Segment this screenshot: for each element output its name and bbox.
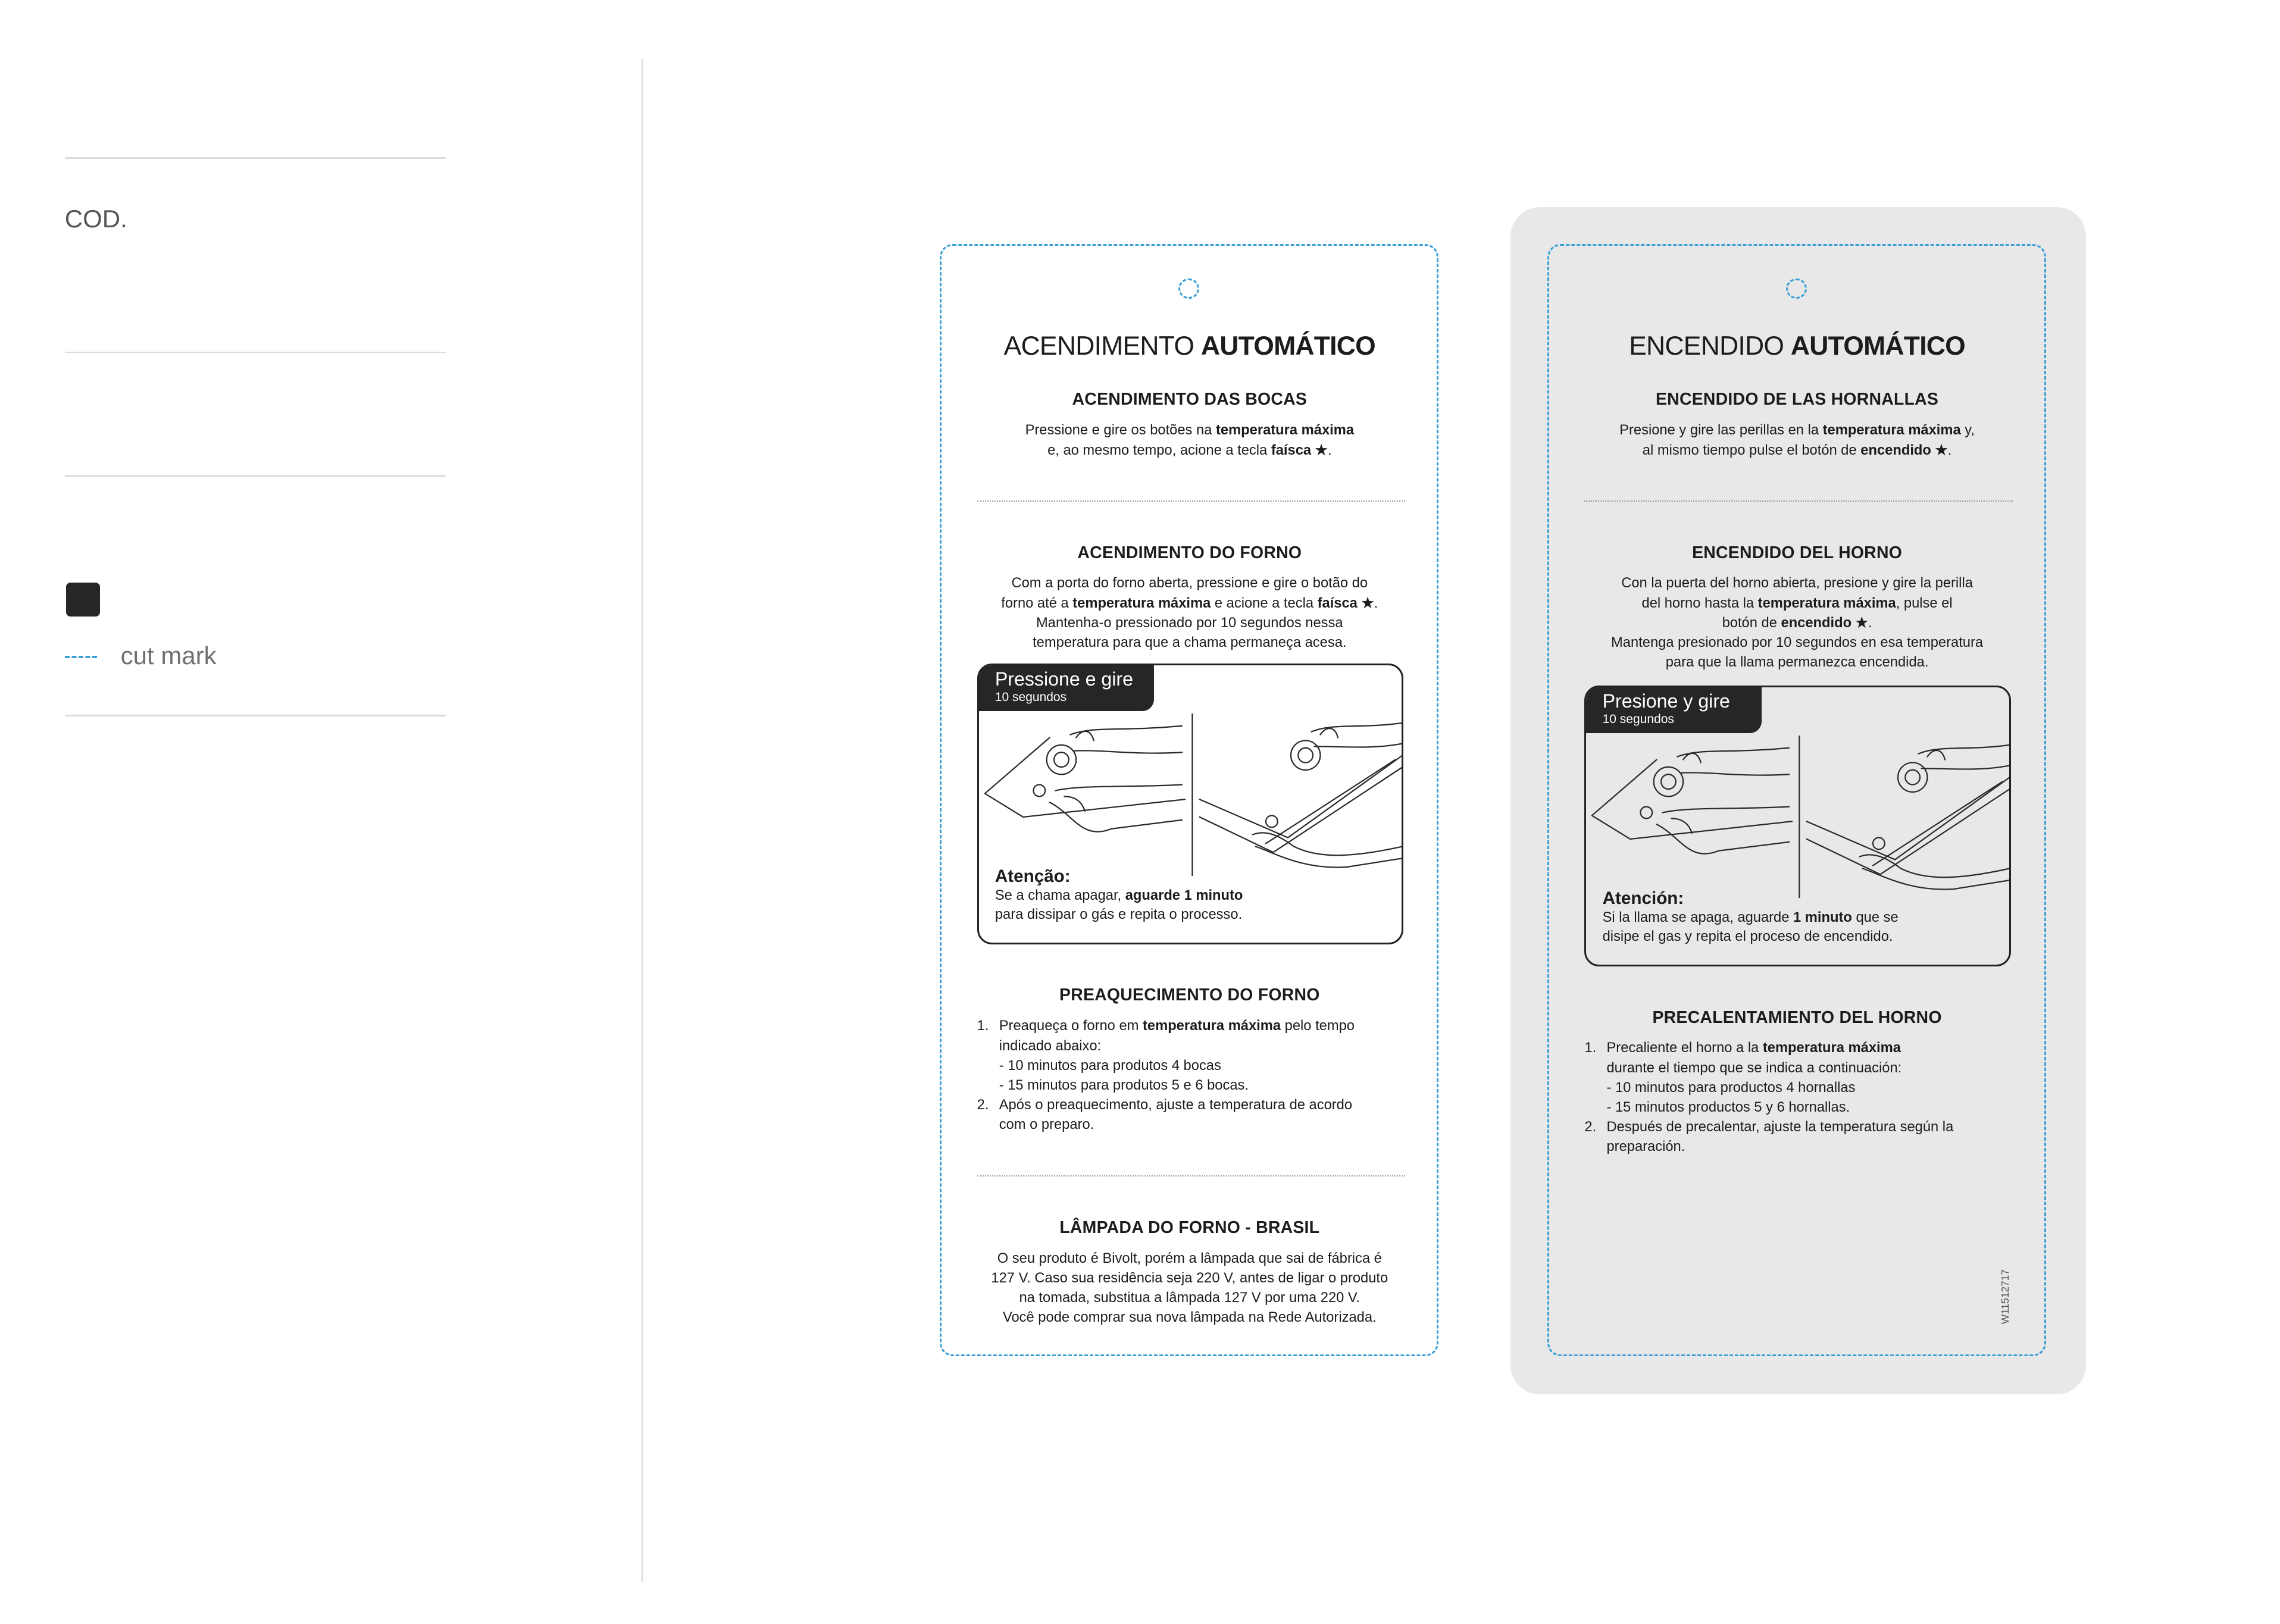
color-swatch xyxy=(66,583,100,617)
press-and-turn-illustration xyxy=(979,711,1404,876)
section-separator xyxy=(1584,500,2012,502)
preheat-list: 1. Precaliente el horno a la temperatura máxima durante el tiempo que se indica a continuación: - 10 minutos para productos 4 hornallas - 15 minutos productos 5 y 6 hornallas. 2. Después de precalentar, ajuste la temperatura según la preparación. xyxy=(1584,1038,2012,1157)
instruction-box-title: Pressione e gire xyxy=(994,668,1133,690)
instruction-box-tab xyxy=(979,665,1154,711)
list-item: 1. Precaliente el horno a la temperatura máxima xyxy=(1584,1040,1901,1056)
sidebar-divider-3 xyxy=(65,475,446,476)
sidebar-divider-4 xyxy=(65,715,446,716)
section-heading-lampada: LÂMPADA DO FORNO - BRASIL xyxy=(1059,1218,1320,1237)
instruction-box-subtitle: 10 segundos xyxy=(1602,712,1674,727)
instruction-box-subtitle: 10 segundos xyxy=(994,690,1067,705)
list-item: 1. Preaqueça o forno em temperatura máxima pelo tempo xyxy=(977,1018,1355,1034)
hang-hole-cut-mark xyxy=(1178,279,1199,299)
section-text-forno: Com a porta do forno aberta, pressione e gire o botão do forno até a temperatura máxima e acione a tecla faísca ★. Mantenha-o pressionado por 10 segundos nessa temperatura para que a chama permaneça acesa. xyxy=(1001,575,1378,650)
list-item: 2. Após o preaquecimento, ajuste a temperatura de acordo xyxy=(977,1097,1353,1113)
instruction-box xyxy=(977,664,1404,944)
cod-label: COD. xyxy=(64,204,127,233)
sidebar-divider-2 xyxy=(65,352,446,353)
hang-hole-cut-mark xyxy=(1786,279,1807,299)
preheat-list: 1. Preaqueça o forno em temperatura máxima pelo tempo indicado abaixo: - 10 minutos para produtos 4 bocas - 15 minutos para produtos 5 e 6 bocas. 2. Após o preaquecimento, ajuste a temperatura de acordo com o preparo. xyxy=(977,1016,1405,1135)
attention-note: Atención: Si la llama se apaga, aguarde 1 minuto que se disipe el gas y repita el proceso de encendido. xyxy=(1602,888,1899,945)
section-heading-precalentamiento: PRECALENTAMIENTO DEL HORNO xyxy=(1652,1007,1942,1027)
cut-mark-legend-label: cut mark xyxy=(120,641,217,669)
section-text-hornallas: Presione y gire las perillas en la temperatura máxima y, al mismo tiempo pulse el botón de encendido ★. xyxy=(1619,423,1975,458)
instruction-box xyxy=(1584,686,2011,966)
section-heading-hornallas: ENCENDIDO DE LAS HORNALLAS xyxy=(1655,390,1939,409)
section-text-horno: Con la puerta del horno abierta, presione y gire la perilla del horno hasta la temperatura máxima, pulse el botón de encendido ★. Mantenga presionado por 10 segundos en esa temperatura para que la llama permanezca encendida. xyxy=(1611,575,1984,670)
section-separator xyxy=(977,500,1405,502)
card-title: ACENDIMENTO AUTOMÁTICO xyxy=(1003,331,1375,361)
cut-mark-legend-line xyxy=(65,656,97,658)
list-item: 2. Después de precalentar, ajuste la temperatura según la xyxy=(1584,1119,1954,1135)
section-heading-preaquecimento: PREAQUECIMENTO DO FORNO xyxy=(1059,985,1320,1005)
card-spanish xyxy=(1547,244,2046,1356)
section-heading-bocas: ACENDIMENTO DAS BOCAS xyxy=(1072,390,1308,409)
card-title: ENCENDIDO AUTOMÁTICO xyxy=(1629,331,1966,361)
section-separator xyxy=(977,1175,1405,1176)
card-portuguese xyxy=(940,244,1438,1356)
section-heading-horno: ENCENDIDO DEL HORNO xyxy=(1692,543,1903,562)
press-and-turn-illustration xyxy=(1586,733,2011,898)
section-text-bocas: Pressione e gire os botões na temperatura máxima e, ao mesmo tempo, acione a tecla faísca ★. xyxy=(1025,423,1355,458)
section-text-lampada: O seu produto é Bivolt, porém a lâmpada que sai de fábrica é 127 V. Caso sua residência seja 220 V, antes de ligar o produto na tomada, substitua a lâmpada 127 V por uma 220 V. Você pode comprar sua nova lâmpada na Rede Autorizada. xyxy=(991,1250,1388,1326)
section-heading-forno: ACENDIMENTO DO FORNO xyxy=(1077,543,1302,562)
sidebar-divider-1 xyxy=(65,157,446,158)
attention-note: Atenção: Se a chama apagar, aguarde 1 minuto para dissipar o gás e repita o processo. xyxy=(994,866,1243,923)
instruction-box-tab xyxy=(1586,687,1761,733)
product-code: W11512717 xyxy=(1999,1269,2012,1324)
vertical-divider xyxy=(642,59,643,1583)
instruction-box-title: Presione y gire xyxy=(1602,690,1730,712)
